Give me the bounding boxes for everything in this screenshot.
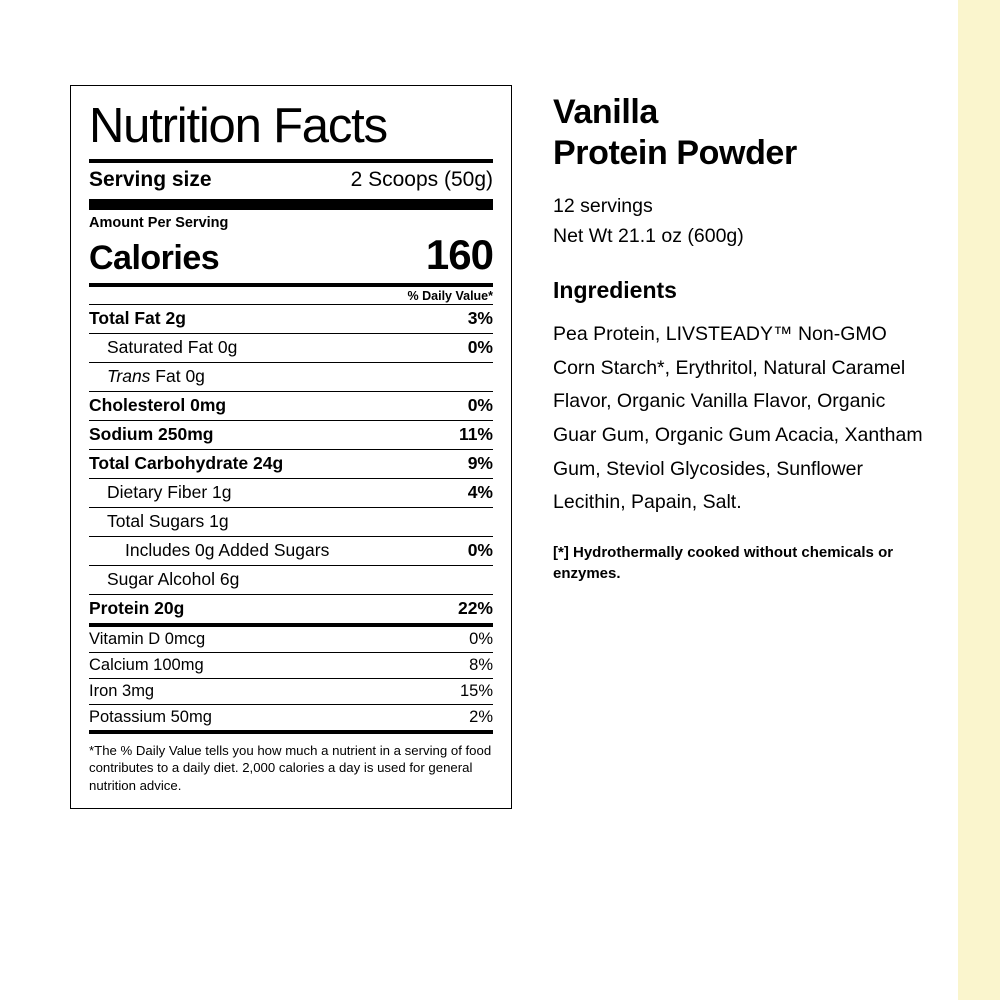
ingredients-footnote: [*] Hydrothermally cooked without chemicals or enzymes.: [553, 543, 894, 583]
decorative-edge-stripe: [958, 0, 1000, 1000]
table-row: [89, 508, 493, 536]
nutrient-daily-value: 0%: [467, 337, 493, 358]
vitamin-daily-value: 8%: [469, 655, 493, 674]
vitamin-name: Potassium 50mg: [89, 707, 212, 726]
serving-size-row: [89, 163, 493, 199]
daily-value-footnote: *The % Daily Value tells you how much a nutrient in a serving of food contributes to a daily diet. 2,000 calories a day is used for general nutrition advice.: [89, 742, 492, 793]
nutrient-daily-value: 3%: [467, 308, 493, 329]
nutrition-facts-title: Nutrition Facts: [89, 99, 387, 153]
divider-thick-above-calories: [89, 199, 493, 210]
nutrient-name: Protein 20g: [89, 598, 185, 619]
daily-value-header: % Daily Value*: [407, 288, 493, 303]
ingredients-heading: Ingredients: [553, 277, 677, 304]
vitamin-daily-value: 0%: [469, 629, 493, 648]
product-meta: [553, 191, 933, 251]
calories-row: [89, 231, 493, 283]
vitamin-name: Vitamin D 0mcg: [89, 629, 206, 648]
table-row: [89, 305, 493, 333]
nutrient-daily-value: 9%: [467, 453, 493, 474]
table-row: [89, 595, 493, 623]
nutrient-name: Trans Fat 0g: [107, 366, 205, 387]
nutrient-name: Saturated Fat 0g: [107, 337, 238, 358]
table-row: [89, 537, 493, 565]
nutrient-daily-value: 11%: [458, 424, 493, 445]
table-row: [89, 627, 493, 652]
net-weight: Net Wt 21.1 oz (600g): [553, 225, 744, 248]
calories-value: 160: [425, 230, 493, 278]
table-row: [89, 566, 493, 594]
nutrient-name: Dietary Fiber 1g: [107, 482, 232, 503]
nutrient-daily-value: 0%: [467, 395, 493, 416]
table-row: [89, 421, 493, 449]
page-title: [553, 92, 933, 175]
product-name-line2: Protein Powder: [553, 134, 797, 173]
vitamin-name: Calcium 100mg: [89, 655, 204, 674]
vitamin-daily-value: 2%: [469, 707, 493, 726]
table-row: [89, 363, 493, 391]
amount-per-serving-label: Amount Per Serving: [89, 214, 229, 231]
table-row: [89, 392, 493, 420]
servings-count: 12 servings: [553, 194, 653, 217]
table-row: [89, 450, 493, 478]
ingredients-text: Pea Protein, LIVSTEADY™ Non-GMO Corn Starch*, Erythritol, Natural Caramel Flavor, Organic Vanilla Flavor, Organic Guar Gum, Organic Gum Acacia, Xantham Gum, Steviol Glycosides, Sunflower Lecithin, Papain, Salt.: [553, 323, 923, 514]
nutrient-name: Total Carbohydrate 24g: [89, 453, 284, 474]
calories-label: Calories: [89, 238, 220, 277]
nutrient-name: Sodium 250mg: [89, 424, 214, 445]
table-row: [89, 705, 493, 730]
product-info-column: [553, 92, 933, 600]
vitamin-name: Iron 3mg: [89, 681, 155, 700]
nutrient-name: Total Sugars 1g: [107, 511, 229, 532]
serving-size-value: 2 Scoops (50g): [350, 167, 493, 191]
serving-size-label: Serving size: [89, 167, 212, 191]
vitamin-daily-value: 15%: [459, 681, 493, 700]
nutrient-name: Cholesterol 0mg: [89, 395, 227, 416]
table-row: [89, 679, 493, 704]
table-row: [89, 653, 493, 678]
nutrient-name: Total Fat 2g: [89, 308, 186, 329]
table-row: [89, 334, 493, 362]
product-name-line1: Vanilla: [553, 93, 658, 131]
table-row: [89, 479, 493, 507]
nutrient-daily-value: 0%: [467, 540, 493, 561]
nutrient-name: Sugar Alcohol 6g: [107, 569, 240, 590]
nutrient-name: Includes 0g Added Sugars: [125, 540, 330, 561]
nutrient-daily-value: 4%: [467, 482, 493, 503]
nutrition-facts-panel: [70, 85, 512, 809]
nutrient-daily-value: 22%: [457, 598, 493, 619]
